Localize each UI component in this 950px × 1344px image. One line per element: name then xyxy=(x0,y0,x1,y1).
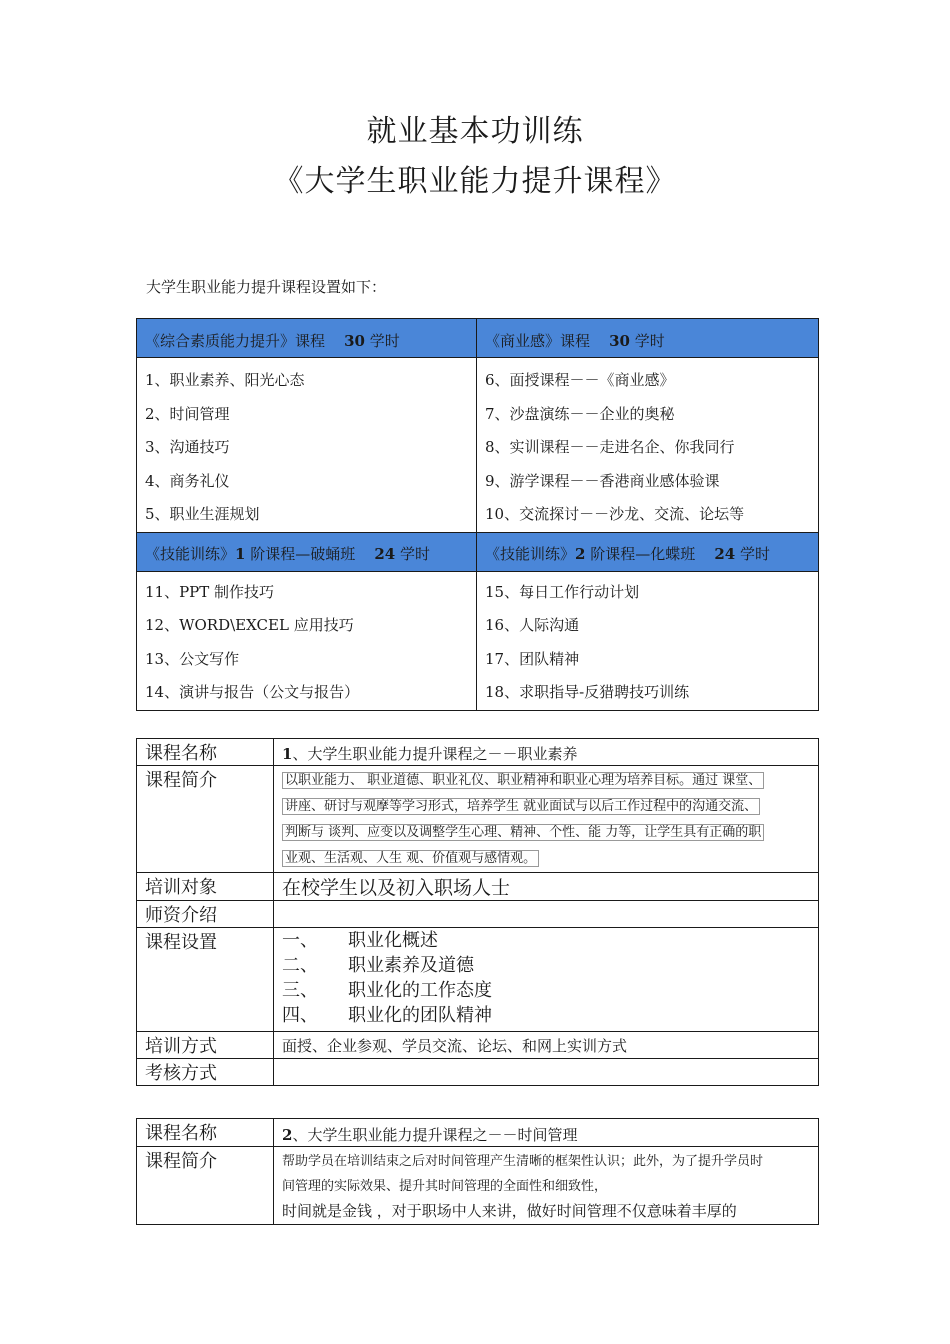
list-item: 17、团队精神 xyxy=(485,649,580,668)
course-name-label: 课程名称 xyxy=(137,739,274,766)
overview-items-row xyxy=(137,571,819,710)
list-item: 11、PPT 制作技巧 xyxy=(145,582,275,601)
table-row xyxy=(137,873,819,901)
list-item: 四、 职业化的团队精神 xyxy=(282,1005,492,1026)
overview-header-skills-2: 《技能训练》2 阶课程—化蝶班 24 学时 xyxy=(477,532,819,571)
overview-header-comprehensive: 《综合素质能力提升》课程 30 学时 xyxy=(137,319,477,358)
list-item: 一、 职业化概述 xyxy=(282,930,438,951)
course-detail-table-1 xyxy=(136,738,819,1086)
teacher-label: 师资介绍 xyxy=(137,901,274,928)
list-item: 2、时间管理 xyxy=(145,404,230,423)
list-item: 三、 职业化的工作态度 xyxy=(282,980,492,1001)
table-row xyxy=(137,928,819,1032)
teacher-value xyxy=(274,901,819,928)
course-name-value: 1、大学生职业能力提升课程之－－职业素养 xyxy=(274,739,819,766)
assess-value xyxy=(274,1059,819,1086)
list-item: 3、沟通技巧 xyxy=(145,438,230,456)
course-name-value: 2、大学生职业能力提升课程之－－时间管理 xyxy=(274,1119,819,1147)
overview-items-row xyxy=(137,358,819,533)
list-item: 9、游学课程－－香港商业感体验课 xyxy=(485,471,720,490)
course-intro-label: 课程简介 xyxy=(137,1147,274,1225)
list-item: 13、公文写作 xyxy=(145,649,240,668)
overview-header-business: 《商业感》课程 30 学时 xyxy=(477,319,819,358)
table-row xyxy=(137,1119,819,1147)
overview-list-right xyxy=(477,358,819,533)
course-intro-value: 以职业能力、 职业道德、职业礼仪、职业精神和职业心理为培养目标。通过 课堂、 讲座、研讨与观摩等学习形式，培养学生 就业面试与以后工作过程中的沟通交流、 判断与 谈判、应变以及调整学生心理、精神、个性、能 力等，让学生具有正确的职 业观、生活观、人生 观、价值观与感情观。 xyxy=(274,766,819,873)
method-label: 培训方式 xyxy=(137,1032,274,1059)
overview-header-skills-1: 《技能训练》1 阶课程—破蛹班 24 学时 xyxy=(137,532,477,571)
list-item: 7、沙盘演练－－企业的奥秘 xyxy=(485,404,675,423)
assess-label: 考核方式 xyxy=(137,1059,274,1086)
list-item: 4、商务礼仪 xyxy=(145,471,230,490)
list-item: 8、实训课程－－走进名企、你我同行 xyxy=(485,438,735,456)
target-value: 在校学生以及初入职场人士 xyxy=(274,873,819,901)
setup-label: 课程设置 xyxy=(137,928,274,1032)
table-row xyxy=(137,739,819,766)
course-intro-label: 课程简介 xyxy=(137,766,274,873)
setup-value xyxy=(274,928,819,1032)
course-intro-value: 帮助学员在培训结束之后对时间管理产生清晰的框架性认识；此外，为了提升学员时 间管理的实际效果、提升其时间管理的全面性和细致性， 时间就是金钱 ，对于职场中人来讲，做好时间管理不仅意味着丰厚的 xyxy=(274,1147,819,1225)
course-overview-table xyxy=(136,318,819,711)
course-name-label: 课程名称 xyxy=(137,1119,274,1147)
list-item: 二、 职业素养及道德 xyxy=(282,955,474,976)
table-row xyxy=(137,766,819,873)
overview-header-row xyxy=(137,532,819,571)
overview-list-right xyxy=(477,571,819,710)
list-item: 16、人际沟通 xyxy=(485,616,580,634)
list-item: 14、演讲与报告（公文与报告） xyxy=(145,683,360,701)
page-subtitle: 《大学生职业能力提升课程》 xyxy=(273,164,677,199)
course-detail-table-2 xyxy=(136,1118,819,1225)
list-item: 12、WORD\EXCEL 应用技巧 xyxy=(145,616,354,634)
intro-text: 大学生职业能力提升课程设置如下： xyxy=(146,278,387,296)
list-item: 10、交流探讨－－沙龙、交流、论坛等 xyxy=(485,505,745,523)
list-item: 15、每日工作行动计划 xyxy=(485,582,640,601)
overview-header-row xyxy=(137,319,819,358)
table-row xyxy=(137,901,819,928)
list-item: 5、职业生涯规划 xyxy=(145,505,260,523)
list-item: 1、职业素养、阳光心态 xyxy=(145,371,305,389)
method-value: 面授、企业参观、学员交流、论坛、和网上实训方式 xyxy=(274,1032,819,1059)
overview-list-left xyxy=(137,358,477,533)
list-item: 18、求职指导-反猎聘技巧训练 xyxy=(485,683,690,701)
list-item: 6、面授课程－－《商业感》 xyxy=(485,371,675,389)
table-row xyxy=(137,1032,819,1059)
page-title: 就业基本功训练 xyxy=(366,114,584,149)
table-row xyxy=(137,1059,819,1086)
target-label: 培训对象 xyxy=(137,873,274,901)
overview-list-left xyxy=(137,571,477,710)
table-row xyxy=(137,1147,819,1225)
